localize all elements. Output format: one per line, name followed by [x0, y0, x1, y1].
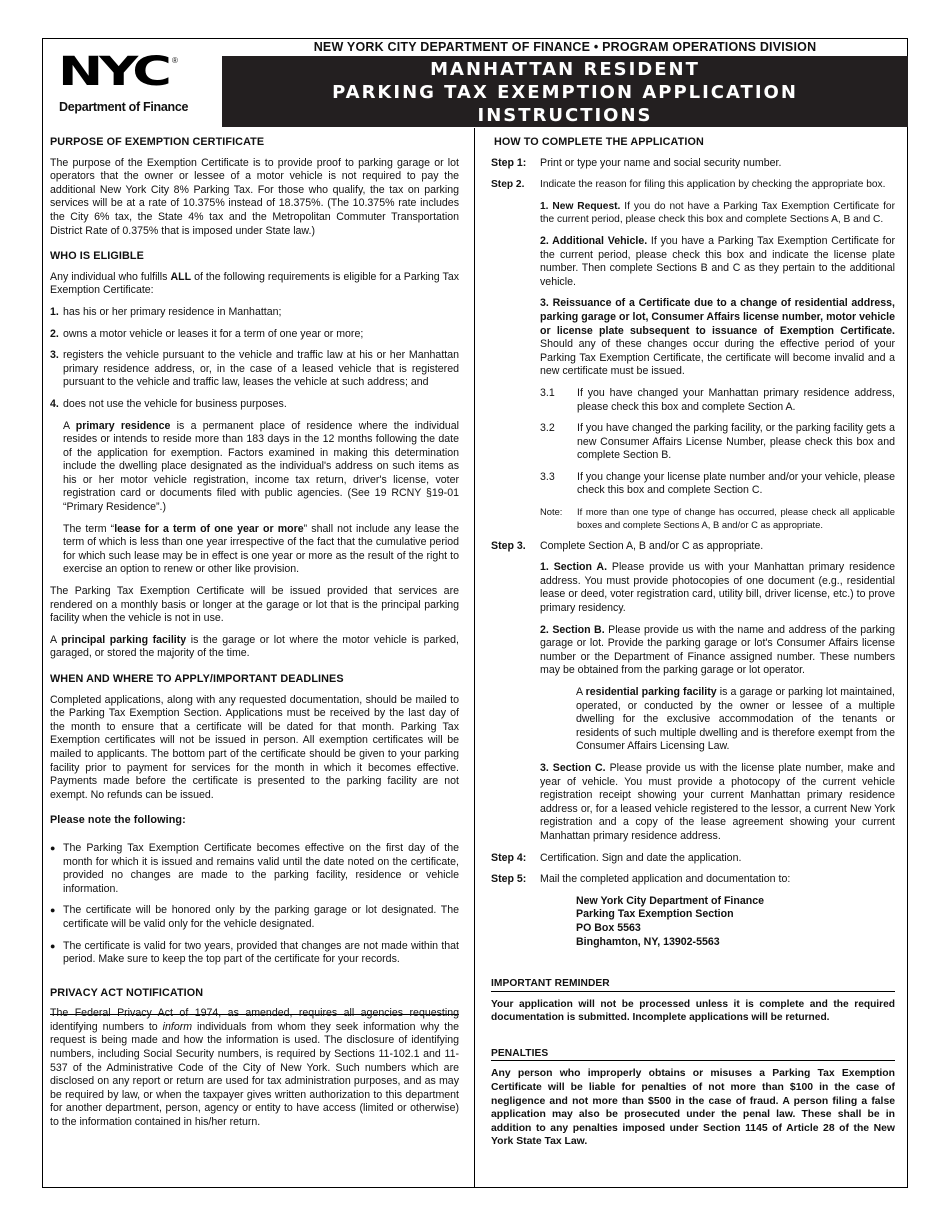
please-note-heading: Please note the following: — [50, 814, 186, 827]
reissue-option: 3.2 If you have changed the parking facility, or the parking facility gets a new Consumer Affairs License Number, please check this box and complete Section B. — [540, 422, 895, 462]
deadlines-heading: WHEN AND WHERE TO APPLY/IMPORTANT DEADLINES — [50, 673, 344, 685]
note-bullet: ● The Parking Tax Exemption Certificate becomes effective on the first day of the month for which it is issued and remains valid until the date noted on the certificate, provided no changes are made to the parking facility, residence or vehicle information. — [50, 841, 459, 895]
reminder-text: Your application will not be processed unless it is complete and the required documentation is submitted. Incomplete applications will be returned. — [491, 998, 895, 1024]
who-heading: WHO IS ELIGIBLE — [50, 250, 144, 263]
bullet-icon: ● — [50, 905, 56, 916]
reminder-heading: IMPORTANT REMINDER — [491, 978, 610, 990]
deadlines-text: Completed applications, along with any requested documentation, should be mailed to the Parking Tax Exemption Section. Applications must be received by the last day of the month to ensure that a certificate will be dated for that month. Parking Tax Exemption certificates will not be issued in person. All exemption certificates will be mailed to applicants. The bottom part of the certificate should be given to your parking facility prior to payment for services for the month in which it becomes effective. Payments made before the certificate is presented to the parking facility are not exempt. No refunds can be issued. — [50, 693, 459, 801]
bullet-icon: ● — [50, 940, 56, 951]
who-text: Any individual who fulfills ALL of the following requirements is eligible for a Parking Tax Exemption Certificate: — [50, 270, 460, 297]
column-divider — [474, 128, 475, 1188]
reissue-option: 3.1 If you have changed your Manhattan primary residence address, please check this box and complete Section A. — [540, 386, 895, 413]
section-b-text: 2. Section B. Please provide us with the name and address of the parking garage or lot. Provide the parking garage or lot's Consumer Affairs license number or the Department of Finance assigned number. These numbers may be obtained from the parking garage or lot operator. — [540, 623, 895, 677]
purpose-heading: PURPOSE OF EXEMPTION CERTIFICATE — [50, 136, 265, 148]
note-bullet: ● The certificate will be honored only by the parking garage or lot designated. The certificate will be valid only for the vehicle designated. — [50, 904, 459, 930]
bullet-icon: ● — [50, 842, 56, 853]
section-c-text: 3. Section C. Please provide us with the license plate number, make and year of vehicle. You must provide a photocopy of the current vehicle registration receipt showing your current Manhattan primary residence address or, for a leased vehicle registered to the lessor, a current New York registration and a copy of the lease agreement showing your current Manhattan primary residence address. — [540, 761, 895, 842]
note-bullet: ● The certificate is valid for two years, provided that changes are not made within that period. Make sure to keep the top part of the certificate for your records. — [50, 939, 459, 966]
right-column — [491, 136, 895, 1157]
step-3: Step 3. Complete Section A, B and/or C as appropriate. — [491, 539, 764, 552]
left-column — [50, 136, 459, 1138]
residential-parking-definition: A residential parking facility is a garage or parking lot maintained, operated, or conducted by the owner or lessee of a multiple dwelling for the exclusive accommodation of the tenants or residents of such multiple dwelling and is therefore exempt from the Consumer Affairs Licensing Law. — [576, 686, 895, 753]
privacy-heading: PRIVACY ACT NOTIFICATION — [50, 986, 204, 999]
step-2: Step 2. Indicate the reason for filing this application by checking the appropriate box. — [491, 179, 886, 191]
primary-residence-definition: A primary residence is a permanent place of residence where the individual resides or intends to reside more than 183 days in the 12 months following the date of the application for exemption. Factors examined in making this determination include the dwelling place designated as the individual's address on such items as his or her motor vehicle registration, income tax return, driver's license, voter registration card or documents filed with public agencies. (See 19 RCNY §19-01 “Primary Residence”.) — [63, 419, 459, 514]
privacy-text: The Federal Privacy Act of 1974, as amended, requires all agencies requesting identifying numbers to inform individuals from whom they seek information why the request is being made and how the information is used. The disclosure of identifying numbers, including Social Security numbers, is required by Sections 11-102.1 and 11-537 of the Administrative Code of the City of New York. Such numbers which are disclosed on any report or return are used for tax administration purposes, and as may be required by law, or when the taxpayer gives written authorization to this department for another department, person, agency or entity to have access (limited or otherwise) to the information contained in his/her return. — [50, 1007, 459, 1129]
title-line-1: MANHATTAN RESIDENT — [430, 59, 700, 80]
additional-vehicle-text: 2. Additional Vehicle. If you have a Parking Tax Exemption Certificate for the current period, please check this box and indicate the license plate number. Then complete Sections B and C as they pertain to the additional vehicle. — [540, 234, 895, 288]
reissuance-text: 3. Reissuance of a Certificate due to a change of residential address, parking garage or lot, Consumer Affairs license number, motor vehicle or license plate subsequent to issuance of Exemption Certificate. Should any of these changes occur during the effective period of your Parking Tax Exemption Certificate, the certificate will become invalid and a new certificate must be issued. — [540, 297, 895, 378]
title-line-2: PARKING TAX EXEMPTION APPLICATION — [332, 82, 798, 103]
step-1: Step 1: Print or type your name and social security number. — [491, 156, 782, 169]
registered-mark: ® — [172, 56, 178, 65]
title-banner — [222, 56, 908, 127]
reissue-note: Note: If more than one type of change has occurred, please check all applicable boxes and complete Sections A, B and/or C as appropriate. — [540, 506, 895, 530]
issuance-text: The Parking Tax Exemption Certificate will be issued provided that services are rendered on a monthly basis or longer at the garage or lot that is the principal parking facility when the vehicle is not in use. — [50, 585, 459, 625]
reissue-option: 3.3 If you change your license plate number and/or your vehicle, please check this box and complete Section C. — [540, 470, 895, 497]
title-line-3: INSTRUCTIONS — [477, 105, 653, 126]
purpose-text: The purpose of the Exemption Certificate is to provide proof to parking garage or lot operators that the owner or lessee of a motor vehicle is not required to pay the additional New York City 8% Parking Tax. For those who qualify, the tax on parking services will be at a rate of 10.375% instead of 18.375%. (The 10.375% rate includes the City 6% tax, the State 4% tax and the Metropolitan Commuter Transportation District Rate of 0.375% that is imposed under State law.) — [50, 156, 459, 237]
penalties-heading: PENALTIES — [491, 1047, 549, 1059]
mailing-address: New York City Department of Finance Parking Tax Exemption Section PO Box 5563 Binghamton, NY, 13902-5563 — [576, 894, 764, 948]
penalties-text: Any person who improperly obtains or misuses a Parking Tax Exemption Certificate will be liable for penalties of not more than $100 in the case of negligence and not more than $500 in the case of fraud. A person filing a false application may also be prosecuted under the penal law. These shall be in addition to any penalties imposed under Section 1145 of Article 28 of the New York State Tax Law. — [491, 1068, 895, 1148]
division-line: NEW YORK CITY DEPARTMENT OF FINANCE • PROGRAM OPERATIONS DIVISION — [222, 38, 908, 57]
logo-department-name: Department of Finance — [59, 100, 189, 114]
step-4: Step 4: Certification. Sign and date the application. — [491, 851, 742, 864]
new-request-text: 1. New Request. If you do not have a Parking Tax Exemption Certificate for the current period, please check this box and complete Sections A, B and C. — [540, 200, 895, 226]
how-to-heading: HOW TO COMPLETE THE APPLICATION — [494, 136, 704, 148]
requirement-item: 3. registers the vehicle pursuant to the vehicle and traffic law at his or her Manhattan primary residence address, or, in the case of a leased vehicle that is registered pursuant to the vehicle and traffic law, leases the vehicle at such address; and — [50, 349, 459, 389]
nyc-finance-logo — [44, 40, 220, 127]
requirement-item: 2. owns a motor vehicle or leases it for a term of one year or more; — [50, 327, 364, 340]
step-5: Step 5: Mail the completed application and documentation to: — [491, 873, 791, 886]
lease-term-definition: The term “lease for a term of one year or more” shall not include any lease the term of which is less than one year irrespective of the fact that the cumulative period for which such lease may be in effect is one year or more as the result of the right to exercise an option to renew or other like provision. — [63, 522, 460, 576]
requirement-item: 1. has his or her primary residence in Manhattan; — [50, 305, 282, 318]
section-a-text: 1. Section A. Please provide us with your Manhattan primary residence address. You must provide photocopies of one document (e.g., residential lease or deed, voter registration card, utility bill, driver license, etc.) to prove primary residency. — [540, 561, 895, 615]
requirement-item: 4. does not use the vehicle for business purposes. — [50, 397, 287, 410]
principal-parking-definition: A principal parking facility is the garage or lot where the motor vehicle is parked, garaged, or stored the majority of the time. — [50, 633, 459, 660]
nyc-logo-mark: NYC — [58, 49, 168, 95]
